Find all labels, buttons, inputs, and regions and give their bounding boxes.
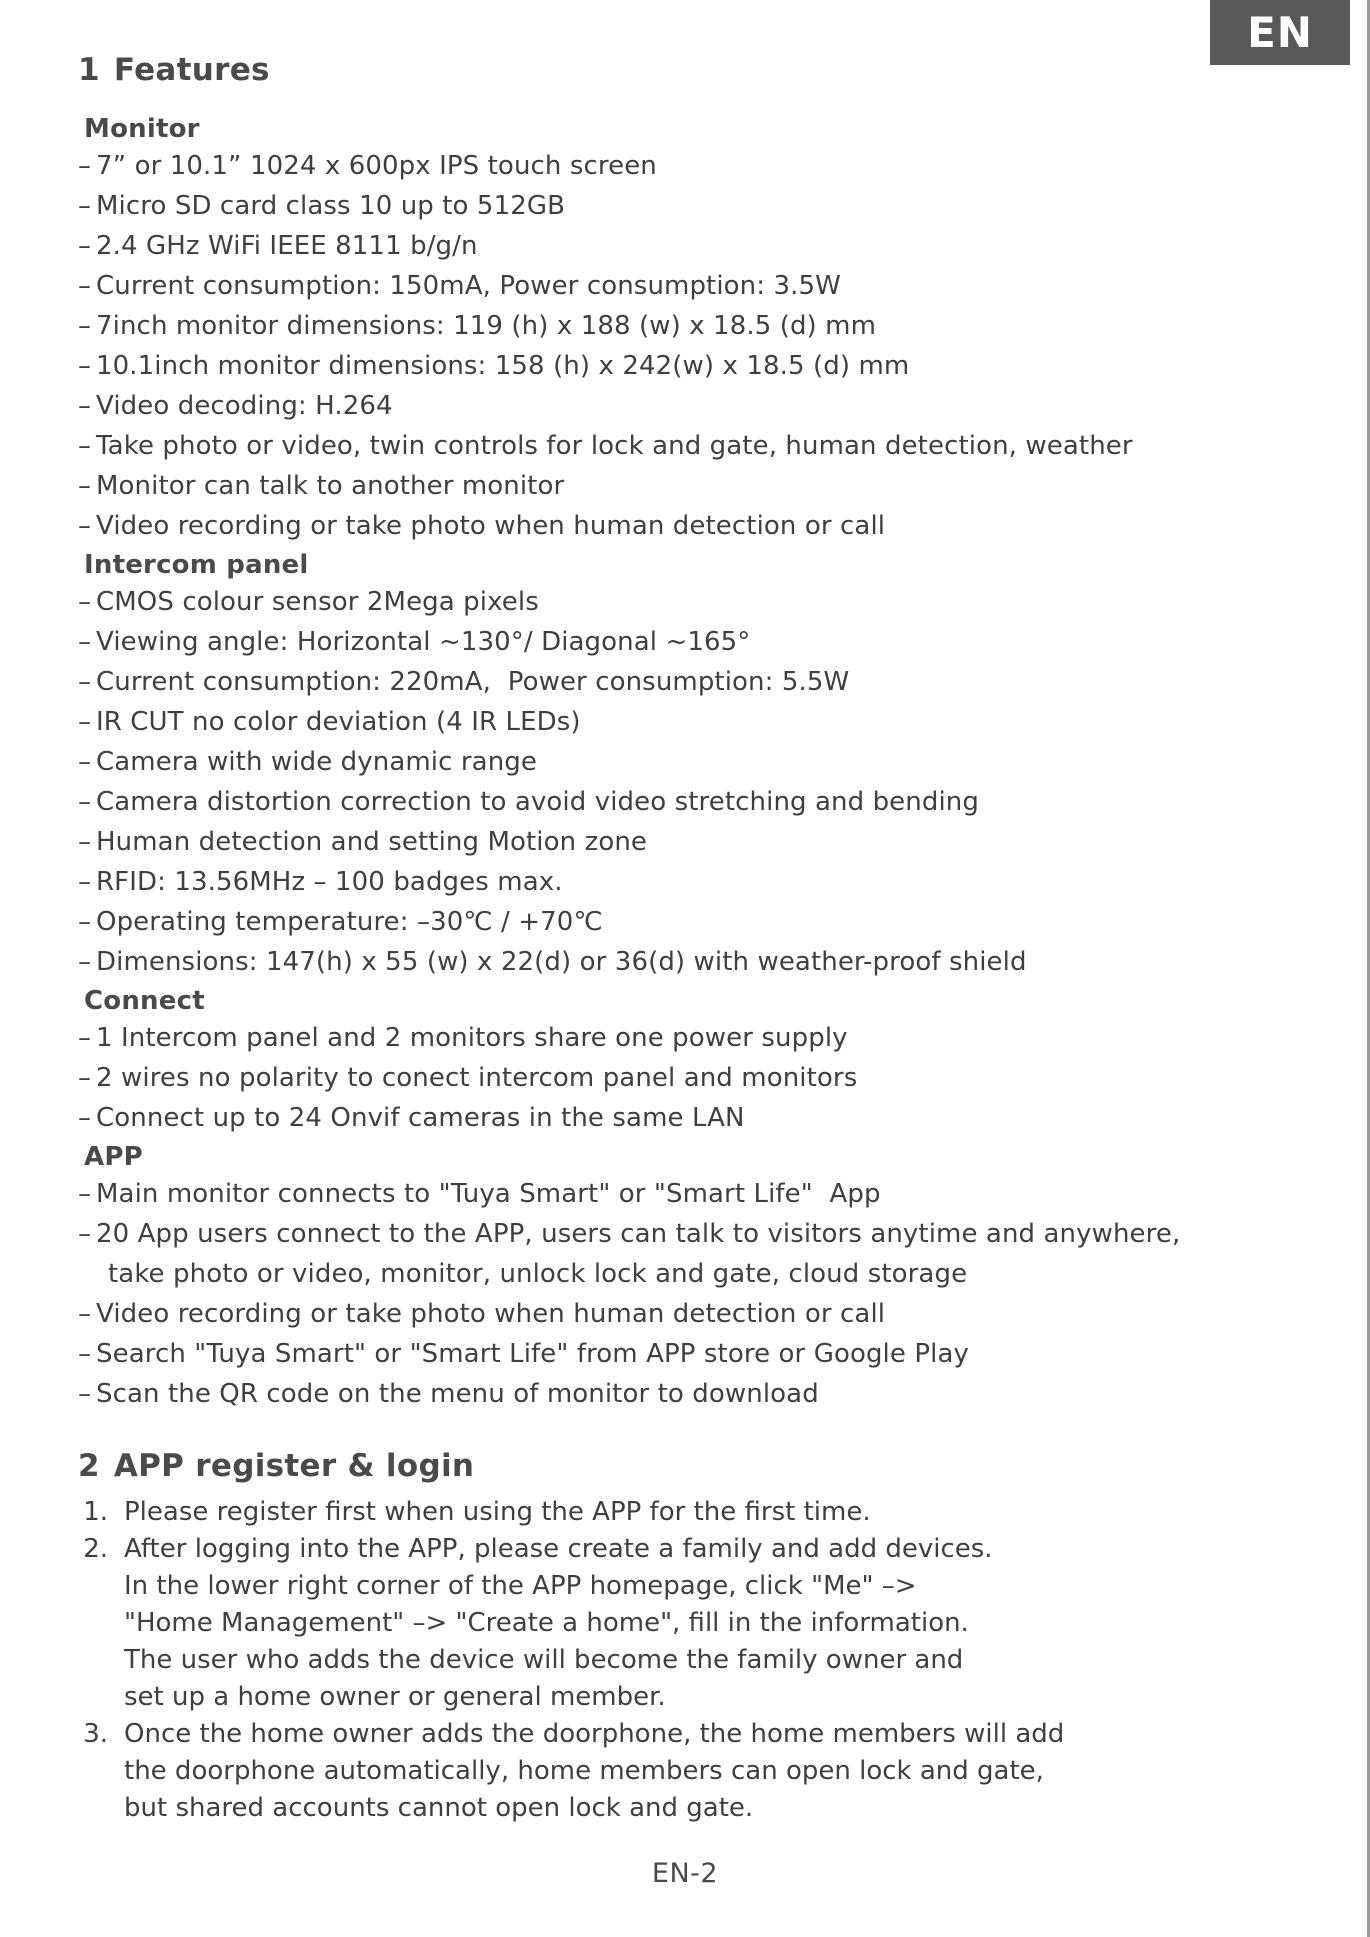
dash-marker: – [78,391,92,421]
list-item [78,1716,1318,1827]
list-item-text: Connect up to 24 Onvif cameras in the same LAN [96,1103,745,1133]
list-item [78,1018,1318,1058]
dash-marker: – [78,151,92,181]
list-item [78,186,1318,226]
list-item [78,862,1318,902]
list-item-text: 1 Intercom panel and 2 monitors share one power supply [96,1023,848,1053]
dash-marker: – [78,947,92,977]
step-line: set up a home owner or general member. [124,1682,666,1712]
dash-marker: – [78,231,92,261]
list-item-text: Micro SD card class 10 up to 512GB [96,191,566,221]
dash-marker: – [78,627,92,657]
step-body [124,1531,1318,1716]
dash-marker: – [78,747,92,777]
dash-marker: – [78,1299,92,1329]
list-item [78,902,1318,942]
section-title: APP register & login [113,1448,475,1484]
list-item [78,582,1318,622]
list-item [78,1494,1318,1531]
dash-marker: – [78,1023,92,1053]
section-heading-app-register-login [78,1448,1318,1484]
list-item [78,1531,1318,1716]
list-item [78,426,1318,466]
dash-marker: – [78,271,92,301]
list-item [78,662,1318,702]
list-item-text: CMOS colour sensor 2Mega pixels [96,587,539,617]
dash-marker: – [78,311,92,341]
dash-marker: – [78,471,92,501]
dash-marker: – [78,907,92,937]
list-item-text: Video decoding: H.264 [96,391,393,421]
numbered-steps-list [78,1494,1318,1827]
section-number: 2 [78,1448,100,1484]
language-badge: EN [1210,0,1350,65]
list-item-text: 10.1inch monitor dimensions: 158 (h) x 242(w) x 18.5 (d) mm [96,351,910,381]
dash-marker: – [78,787,92,817]
step-number: 1. [83,1497,108,1527]
dash-marker: – [78,431,92,461]
list-item [78,782,1318,822]
list-item [78,506,1318,546]
dash-marker: – [78,827,92,857]
list-item-text: Human detection and setting Motion zone [96,827,648,857]
list-item-text: IR CUT no color deviation (4 IR LEDs) [96,707,581,737]
list-item [78,266,1318,306]
dash-marker: – [78,587,92,617]
subheading-app: APP [84,1142,143,1172]
list-item [78,822,1318,862]
list-item [78,1374,1318,1414]
list-item [78,1294,1318,1334]
list-item [78,1058,1318,1098]
step-line: The user who adds the device will become the family owner and [124,1645,964,1675]
list-item-text: Video recording or take photo when human detection or call [96,511,886,541]
list-item [78,1098,1318,1138]
section-number: 1 [78,52,100,88]
list-item-continuation: take photo or video, monitor, unlock lock and gate, cloud storage [108,1259,968,1289]
section-title: Features [113,52,270,88]
step-number: 3. [83,1719,108,1749]
list-item-text: Current consumption: 220mA, Power consumption: 5.5W [96,667,850,697]
subheading-monitor: Monitor [84,114,200,144]
dash-marker: – [78,1379,92,1409]
list-item-text: Monitor can talk to another monitor [96,471,565,501]
list-item-text: Main monitor connects to "Tuya Smart" or "Smart Life" App [96,1179,881,1209]
list-item-text: Video recording or take photo when human detection or call [96,1299,886,1329]
list-item-text: Viewing angle: Horizontal ~130°/ Diagonal ~165° [96,627,751,657]
list-item-text: Camera distortion correction to avoid video stretching and bending [96,787,979,817]
dash-marker: – [78,1103,92,1133]
list-item [78,1174,1318,1214]
list-item-text: Take photo or video, twin controls for lock and gate, human detection, weather [96,431,1133,461]
list-item-text: RFID: 13.56MHz – 100 badges max. [96,867,563,897]
subheading-connect: Connect [84,986,205,1016]
list-item [78,742,1318,782]
list-item-text: Current consumption: 150mA, Power consumption: 3.5W [96,271,841,301]
step-number: 2. [83,1534,108,1564]
feature-list-app [78,1174,1318,1414]
list-item-text: 7” or 10.1” 1024 x 600px IPS touch screen [96,151,657,181]
step-line: In the lower right corner of the APP homepage, click "Me" –> [124,1571,917,1601]
list-item [78,702,1318,742]
list-item-text: Search "Tuya Smart" or "Smart Life" from APP store or Google Play [96,1339,969,1369]
subheading-intercom-panel: Intercom panel [84,550,309,580]
list-item [78,1214,1318,1254]
step-line: Please register first when using the APP for the first time. [124,1497,871,1527]
feature-list-monitor [78,146,1318,546]
dash-marker: – [78,1179,92,1209]
list-item [78,1334,1318,1374]
list-item-text: Dimensions: 147(h) x 55 (w) x 22(d) or 36(d) with weather-proof shield [96,947,1027,977]
list-item-text: 20 App users connect to the APP, users can talk to visitors anytime and anywhere, [96,1219,1181,1249]
dash-marker: – [78,867,92,897]
dash-marker: – [78,191,92,221]
step-body [124,1716,1318,1827]
list-item-text: Camera with wide dynamic range [96,747,537,777]
dash-marker: – [78,1339,92,1369]
step-line: Once the home owner adds the doorphone, the home members will add [124,1719,1065,1749]
list-item [78,306,1318,346]
list-item-text: Operating temperature: –30℃ / +70℃ [96,907,603,937]
dash-marker: – [78,351,92,381]
list-item-text: 7inch monitor dimensions: 119 (h) x 188 (w) x 18.5 (d) mm [96,311,877,341]
dash-marker: – [78,1063,92,1093]
document-content [78,52,1318,1827]
list-item [78,346,1318,386]
list-item [78,466,1318,506]
list-item-text: 2 wires no polarity to conect intercom panel and monitors [96,1063,858,1093]
section-heading-features [78,52,1318,88]
dash-marker: – [78,1219,92,1249]
step-line: "Home Management" –> "Create a home", fill in the information. [124,1608,969,1638]
list-item [78,942,1318,982]
list-item-text: 2.4 GHz WiFi IEEE 8111 b/g/n [96,231,478,261]
dash-marker: – [78,667,92,697]
list-item [78,146,1318,186]
feature-list-intercom-panel [78,582,1318,982]
step-line: the doorphone automatically, home members can open lock and gate, [124,1756,1044,1786]
step-body [124,1494,1318,1531]
dash-marker: – [78,511,92,541]
list-item-text: Scan the QR code on the menu of monitor to download [96,1379,819,1409]
list-item [78,226,1318,266]
page-footer: EN-2 [651,1858,719,1889]
feature-list-connect [78,1018,1318,1138]
dash-marker: – [78,707,92,737]
step-line: but shared accounts cannot open lock and gate. [124,1793,754,1823]
step-line: After logging into the APP, please create a family and add devices. [124,1534,993,1564]
list-item [78,386,1318,426]
list-item [78,622,1318,662]
